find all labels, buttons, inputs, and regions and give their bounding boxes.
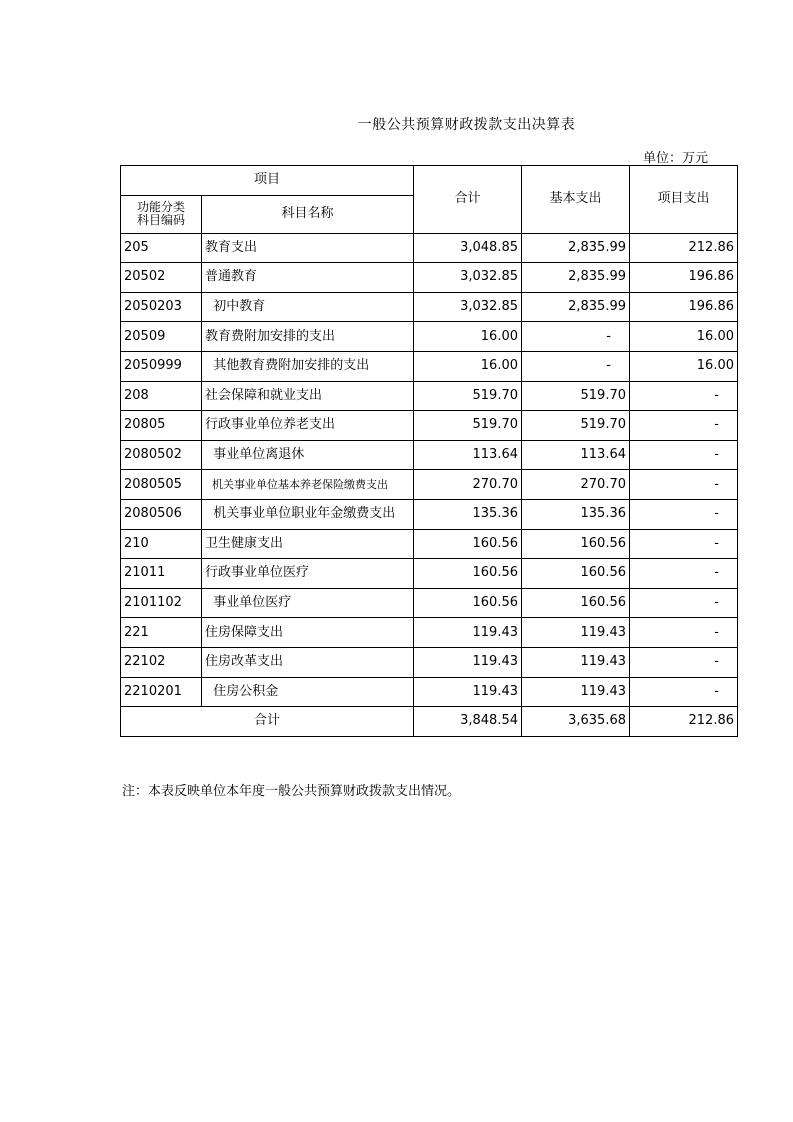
header-total: 合计: [414, 166, 522, 234]
row-subject-name: 事业单位离退休: [202, 440, 414, 470]
row-project: -: [630, 559, 738, 589]
row-subject-name: 普通教育: [202, 263, 414, 293]
table-row: [121, 233, 738, 263]
row-project: 16.00: [630, 351, 738, 381]
unit-label: 单位：万元: [643, 151, 709, 166]
row-subject-name: 机关事业单位职业年金缴费支出: [202, 499, 414, 529]
row-basic: 2,835.99: [522, 263, 630, 293]
row-subject-name: 初中教育: [202, 292, 414, 322]
expenditure-table: [120, 165, 738, 737]
table-row: [121, 292, 738, 322]
header-func-code-line2: 科目编码: [136, 213, 185, 228]
row-code: 22102: [121, 647, 202, 677]
row-code: 2080506: [121, 499, 202, 529]
total-basic: 3,635.68: [522, 707, 630, 737]
page-title: [0, 114, 793, 134]
table-row: [121, 411, 738, 441]
row-code: 2101102: [121, 588, 202, 618]
row-code: 2050203: [121, 292, 202, 322]
row-project: -: [630, 677, 738, 707]
table-row: [121, 529, 738, 559]
total-total: 3,848.54: [414, 707, 522, 737]
row-subject-name: 住房改革支出: [202, 647, 414, 677]
table-row: [121, 351, 738, 381]
row-subject-name: 行政事业单位养老支出: [202, 411, 414, 441]
row-total: 3,032.85: [414, 292, 522, 322]
table-row: [121, 322, 738, 352]
row-total: 3,032.85: [414, 263, 522, 293]
table-row: [121, 588, 738, 618]
total-label: 合计: [121, 707, 414, 737]
table-row: [121, 470, 738, 500]
header-func-code: [121, 195, 202, 233]
row-total: 119.43: [414, 677, 522, 707]
page-title-text: 一般公共预算财政拨款支出决算表: [357, 117, 576, 133]
header-subject-name: 科目名称: [202, 195, 414, 233]
row-subject-name: 机关事业单位基本养老保险缴费支出: [202, 470, 414, 500]
table-body: [121, 166, 738, 737]
row-project: -: [630, 588, 738, 618]
total-project: 212.86: [630, 707, 738, 737]
row-total: 160.56: [414, 559, 522, 589]
row-basic: 2,835.99: [522, 292, 630, 322]
row-basic: 119.43: [522, 647, 630, 677]
row-subject-name: 卫生健康支出: [202, 529, 414, 559]
row-basic: 270.70: [522, 470, 630, 500]
row-project: -: [630, 381, 738, 411]
row-total: 519.70: [414, 381, 522, 411]
table-row: [121, 647, 738, 677]
row-project: -: [630, 470, 738, 500]
header-row-1: [121, 166, 738, 196]
table-row: [121, 677, 738, 707]
row-project: -: [630, 618, 738, 648]
table-row: [121, 440, 738, 470]
row-basic: 519.70: [522, 381, 630, 411]
total-row: [121, 707, 738, 737]
row-basic: 135.36: [522, 499, 630, 529]
row-total: 160.56: [414, 588, 522, 618]
row-code: 221: [121, 618, 202, 648]
row-subject-name: 社会保障和就业支出: [202, 381, 414, 411]
row-subject-name: 教育费附加安排的支出: [202, 322, 414, 352]
row-total: 270.70: [414, 470, 522, 500]
row-project: -: [630, 529, 738, 559]
row-total: 119.43: [414, 618, 522, 648]
header-func-code-line1: 功能分类: [136, 200, 185, 215]
row-code: 21011: [121, 559, 202, 589]
row-subject-name: 住房保障支出: [202, 618, 414, 648]
row-basic: -: [522, 322, 630, 352]
row-subject-name: 事业单位医疗: [202, 588, 414, 618]
row-code: 2050999: [121, 351, 202, 381]
header-project: 项目支出: [630, 166, 738, 234]
row-total: 3,048.85: [414, 233, 522, 263]
row-code: 2080505: [121, 470, 202, 500]
row-total: 119.43: [414, 647, 522, 677]
row-total: 113.64: [414, 440, 522, 470]
row-basic: -: [522, 351, 630, 381]
header-item: 项目: [121, 166, 414, 196]
row-code: 2080502: [121, 440, 202, 470]
row-basic: 113.64: [522, 440, 630, 470]
row-project: -: [630, 440, 738, 470]
row-total: 16.00: [414, 351, 522, 381]
row-project: 196.86: [630, 263, 738, 293]
row-code: 2210201: [121, 677, 202, 707]
header-basic: 基本支出: [522, 166, 630, 234]
row-total: 160.56: [414, 529, 522, 559]
row-subject-name: 住房公积金: [202, 677, 414, 707]
row-basic: 119.43: [522, 677, 630, 707]
row-basic: 119.43: [522, 618, 630, 648]
row-project: 16.00: [630, 322, 738, 352]
table-row: [121, 381, 738, 411]
row-basic: 2,835.99: [522, 233, 630, 263]
row-subject-name: 教育支出: [202, 233, 414, 263]
row-code: 205: [121, 233, 202, 263]
row-project: -: [630, 499, 738, 529]
row-subject-name: 其他教育费附加安排的支出: [202, 351, 414, 381]
row-basic: 160.56: [522, 588, 630, 618]
row-project: -: [630, 411, 738, 441]
footnote: 注：本表反映单位本年度一般公共预算财政拨款支出情况。: [122, 784, 461, 799]
row-code: 208: [121, 381, 202, 411]
row-basic: 160.56: [522, 529, 630, 559]
table-row: [121, 499, 738, 529]
row-code: 210: [121, 529, 202, 559]
row-basic: 519.70: [522, 411, 630, 441]
row-total: 16.00: [414, 322, 522, 352]
row-code: 20502: [121, 263, 202, 293]
row-code: 20805: [121, 411, 202, 441]
table-row: [121, 263, 738, 293]
row-code: 20509: [121, 322, 202, 352]
row-project: 196.86: [630, 292, 738, 322]
row-project: 212.86: [630, 233, 738, 263]
row-basic: 160.56: [522, 559, 630, 589]
row-project: -: [630, 647, 738, 677]
table-row: [121, 618, 738, 648]
row-total: 135.36: [414, 499, 522, 529]
table-row: [121, 559, 738, 589]
row-subject-name: 行政事业单位医疗: [202, 559, 414, 589]
row-total: 519.70: [414, 411, 522, 441]
